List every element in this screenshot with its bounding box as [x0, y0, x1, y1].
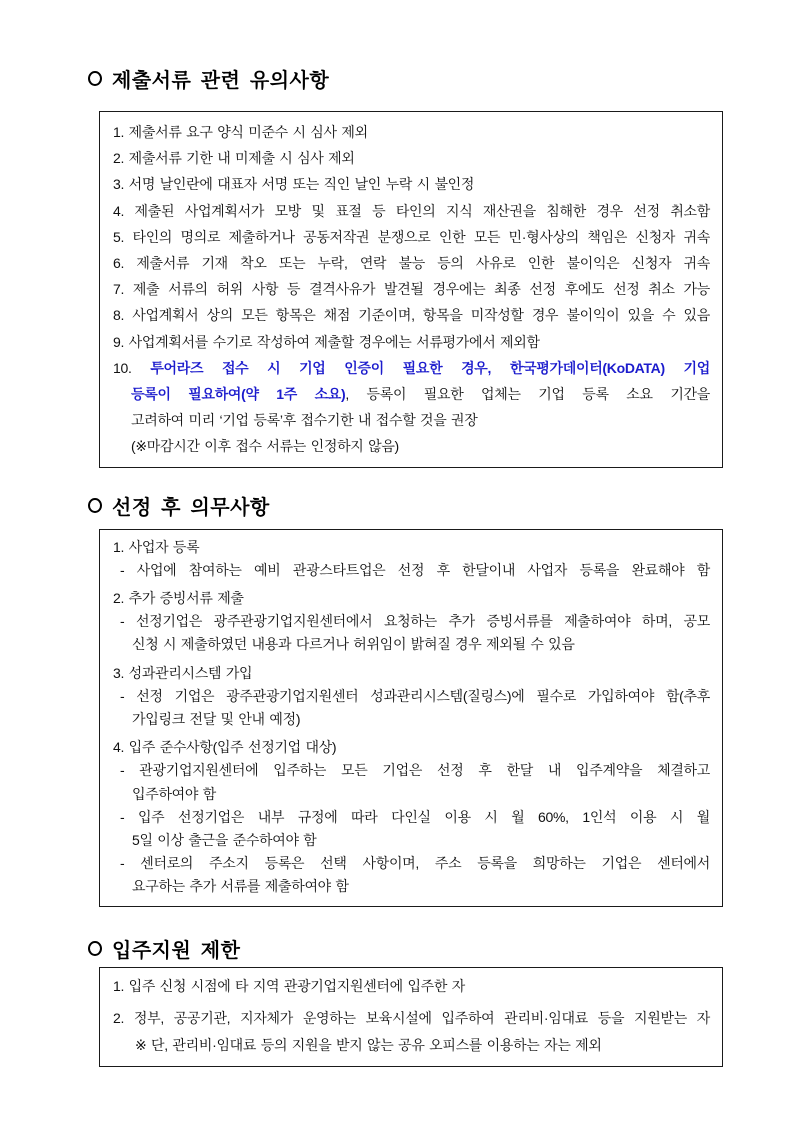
- box-line: [113, 302, 710, 328]
- line-text: 9. 사업계획서를 수기로 작성하여 제출할 경우에는 서류평가에서 제외함: [113, 333, 540, 350]
- section-header: [88, 494, 726, 518]
- line-text: 고려하여 미리 ‘기업 등록’후 접수기한 내 접수할 것을 권장: [131, 412, 478, 429]
- line-text: 10.: [113, 359, 151, 376]
- section-bullet-icon: [88, 498, 102, 513]
- line-text: - 센터로의 주소지 등록은 선택 사항이며, 주소 등록을 희망하는 기업은 센터에서: [120, 855, 710, 872]
- box-line: [113, 1032, 710, 1059]
- box-line: [113, 407, 710, 433]
- box-line: [113, 610, 710, 633]
- line-text: 2. 제출서류 기한 내 미제출 시 심사 제외: [113, 150, 355, 167]
- line-text: ※ 단, 관리비·임대료 등의 지원을 받지 않는 공유 오피스를 이용하는 자는 제외: [135, 1036, 602, 1053]
- section-header: [88, 66, 726, 90]
- box-line: [113, 171, 710, 197]
- box-line: [113, 783, 710, 806]
- section-title: 제출서류 관련 유의사항: [112, 69, 330, 92]
- line-text: 신청 시 제출하였던 내용과 다르거나 허위임이 밝혀질 경우 제외될 수 있음: [132, 636, 575, 653]
- line-text: 3. 서명 날인란에 대표자 서명 또는 직인 날인 누락 시 불인정: [113, 176, 475, 193]
- section-occupancy-support-restrictions: [88, 937, 726, 1067]
- box-line: [113, 736, 710, 759]
- line-text: 4. 제출된 사업계획서가 모방 및 표절 등 타인의 지식 재산권을 침해한 경우 선정 취소함: [113, 202, 710, 219]
- line-text: 1. 제출서류 요구 양식 미준수 시 심사 제외: [113, 124, 368, 140]
- section-bullet-icon: [88, 71, 102, 86]
- line-text: 7. 제출 서류의 허위 사항 등 결격사유가 발견될 경우에는 최종 선정 후에도 선정 취소 가능: [113, 281, 710, 298]
- box-line: [113, 662, 710, 685]
- highlighted-text: 등록이 필요하여(약 1주 소요): [131, 386, 346, 403]
- box-line: [113, 145, 710, 171]
- box-line: [113, 381, 710, 407]
- box-line: [113, 685, 710, 708]
- line-text: , 등록이 필요한 업체는 기업 등록 소요 기간을: [345, 386, 710, 403]
- line-text: 1. 입주 신청 시점에 타 지역 관광기업지원센터에 입주한 자: [113, 977, 465, 994]
- line-text: - 사업에 참여하는 예비 관광스타트업은 선정 후 한달이내 사업자 등록을 완료해야 함: [120, 561, 710, 578]
- box-line: [113, 536, 710, 559]
- box-line: [113, 587, 710, 610]
- line-text: - 관광기업지원센터에 입주하는 모든 기업은 선정 후 한달 내 입주계약을 체결하고: [120, 762, 710, 779]
- section-header: [88, 937, 726, 961]
- line-text: 1. 사업자 등록: [113, 538, 200, 555]
- line-text: 6. 제출서류 기재 착오 또는 누락, 연락 불능 등의 사유로 인한 불이익은 신청자 귀속: [113, 255, 710, 272]
- box-line: [113, 433, 710, 459]
- box-line: [113, 759, 710, 782]
- obligations-box: [99, 529, 723, 907]
- box-line: [113, 852, 710, 875]
- box-line: [113, 1005, 710, 1032]
- box-line: [113, 559, 710, 582]
- box-line: [113, 119, 710, 145]
- line-text: 3. 성과관리시스템 가입: [113, 664, 253, 681]
- section-title: 입주지원 제한: [112, 940, 241, 963]
- highlighted-text: 투어라즈 접수 시 기업 인증이 필요한 경우, 한국평가데이터(KoDATA) 기업: [150, 359, 710, 376]
- box-line: [113, 198, 710, 224]
- box-line: [113, 250, 710, 276]
- notes-box: [99, 111, 723, 468]
- box-line: [113, 355, 710, 381]
- restrictions-box: [99, 967, 723, 1067]
- box-line: [113, 973, 710, 1000]
- line-text: 5. 타인의 명의로 제출하거나 공동저작권 분쟁으로 인한 모든 민·형사상의 책임은 신청자 귀속: [113, 228, 710, 245]
- box-line: [113, 829, 710, 852]
- box-line: [113, 633, 710, 656]
- line-text: (※마감시간 이후 접수 서류는 인정하지 않음): [131, 438, 399, 455]
- line-text: 8. 사업계획서 상의 모든 항목은 채점 기준이며, 항목을 미작성할 경우 불이익이 있을 수 있음: [113, 307, 710, 324]
- line-text: - 선정기업은 광주관광기업지원센터에서 요청하는 추가 증빙서류를 제출하여야 하며, 공모: [120, 613, 710, 630]
- line-text: - 입주 선정기업은 내부 규정에 따라 다인실 이용 시 월 60%, 1인석 이용 시 월: [120, 808, 710, 825]
- section-title: 선정 후 의무사항: [112, 497, 270, 520]
- box-line: [113, 329, 710, 355]
- section-post-selection-obligations: [88, 494, 726, 907]
- box-line: [113, 806, 710, 829]
- line-text: 5일 이상 출근을 준수하여야 함: [132, 832, 317, 849]
- line-text: 요구하는 추가 서류를 제출하여야 함: [132, 878, 349, 895]
- line-text: 4. 입주 준수사항(입주 선정기업 대상): [113, 739, 337, 756]
- box-line: [113, 875, 710, 898]
- section-submission-document-notes: [88, 66, 726, 468]
- box-line: [113, 708, 710, 731]
- section-bullet-icon: [88, 941, 102, 956]
- line-text: - 선정 기업은 광주관광기업지원센터 성과관리시스템(질링스)에 필수로 가입하여야 함(추후: [120, 687, 710, 704]
- line-text: 입주하여야 함: [132, 785, 216, 802]
- line-text: 가입링크 전달 및 안내 예정): [132, 711, 301, 728]
- line-text: 2. 추가 증빙서류 제출: [113, 590, 244, 607]
- box-line: [113, 224, 710, 250]
- box-line: [113, 276, 710, 302]
- line-text: 2. 정부, 공공기관, 지자체가 운영하는 보육시설에 입주하여 관리비·임대료 등을 지원받는 자: [113, 1009, 710, 1026]
